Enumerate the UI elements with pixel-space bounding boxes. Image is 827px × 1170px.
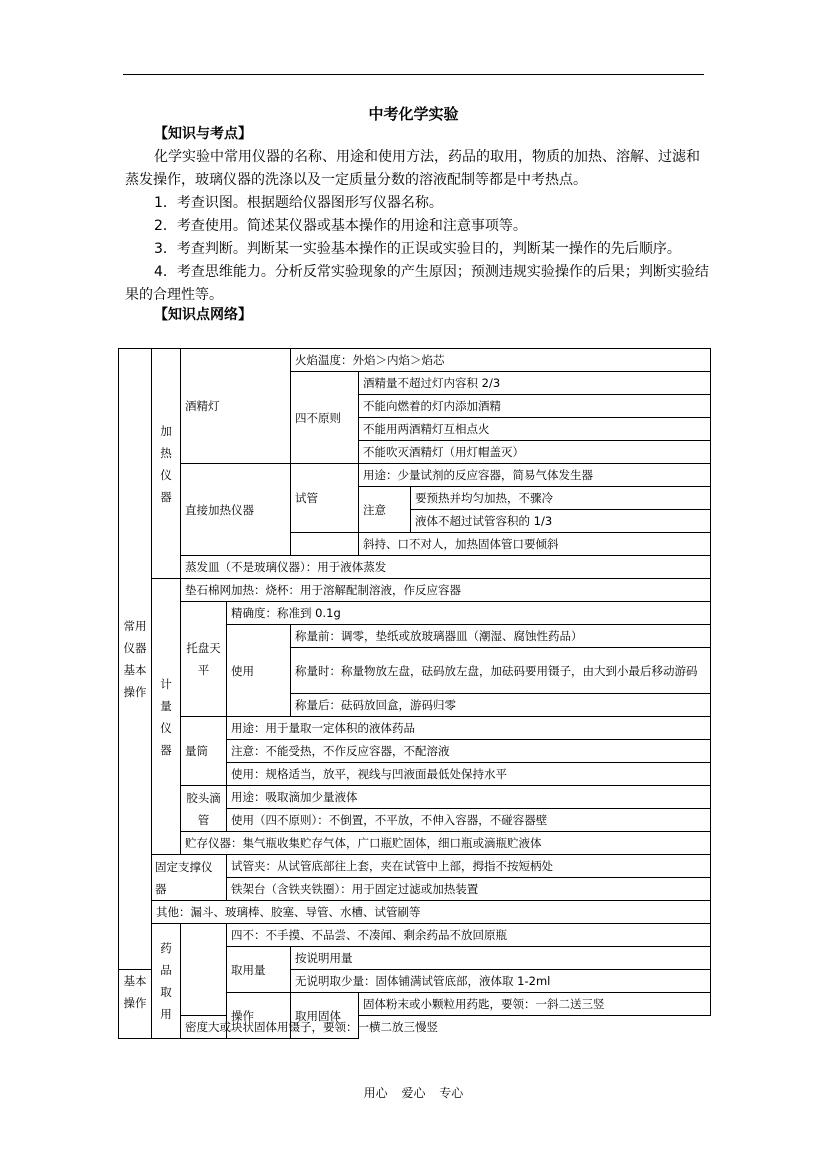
support-instruments-label: 固定支撑仪器 <box>152 855 227 901</box>
drug-spacer <box>181 993 227 1016</box>
attention-1: 要预热并均匀加热，不骤冷 <box>411 487 711 510</box>
drug-taking-label: 药品取用 <box>152 924 181 1039</box>
attention-2: 液体不超过试管容积的 1/3 <box>411 510 711 533</box>
amount-as-instructed: 按说明用量 <box>291 947 711 970</box>
drug-four-no: 四不：不手摸、不品尝、不凑闻、剩余药品不放回原瓶 <box>227 924 711 947</box>
balance-during-weighing: 称量时：称量物放左盘，砝码放左盘，加砝码要用镊子，由大到小最后移动游码 <box>291 648 711 694</box>
other-instruments: 其他：漏斗、玻璃棒、胶塞、导管、水槽、试管刷等 <box>152 901 711 924</box>
operation-label: 操作 <box>227 993 291 1039</box>
attention-spacer <box>291 533 359 556</box>
attention-label: 注意 <box>359 487 411 533</box>
dropper-usage: 使用（四不原则）：不倒置，不平放，不伸入容器，不碰容器壁 <box>227 809 711 832</box>
point-3: 3．考查判断。判断某一实验基本操作的正误或实验目的，判断某一操作的先后顺序。 <box>154 241 681 257</box>
alcohol-lamp-label: 酒精灯 <box>181 349 291 464</box>
point-4: 4．考查思维能力。分析反常实验现象的产生原因；预测违规实验操作的后果；判断实验结果的合理性等。 <box>125 264 709 303</box>
dropper-use: 用途：吸取滴加少量液体 <box>227 786 711 809</box>
balance-precision: 精确度：称准到 0.1g <box>227 602 711 625</box>
test-tube-label: 试管 <box>291 464 359 533</box>
category-basic-ops: 基本操作 <box>119 970 152 1039</box>
solid-taking-label: 取用固体 <box>291 993 359 1039</box>
iron-stand: 铁架台（含铁夹铁圈）：用于固定过滤或加热装置 <box>227 878 711 901</box>
page-title: 中考化学实验 <box>368 105 459 123</box>
amount-minimal: 无说明取少量：固体铺满试管底部，液体取 1-2ml <box>291 970 711 993</box>
balance-before-weighing: 称量前：调零，垫纸或放玻璃器皿（潮湿、腐蚀性药品） <box>291 625 711 648</box>
four-no-principle-label: 四不原则 <box>291 372 359 464</box>
point-2: 2．考查使用。简述某仪器或基本操作的用途和注意事项等。 <box>154 218 527 234</box>
lamp-rule-4: 不能吹灭酒精灯（用灯帽盖灭） <box>359 441 711 464</box>
drug-spacer <box>181 970 227 993</box>
heating-instruments-label: 加热仪器 <box>152 349 181 579</box>
measuring-instruments-label: 计量仪器 <box>152 579 181 855</box>
intro-paragraph: 化学实验中常用仪器的名称、用途和使用方法，药品的取用，物质的加热、溶解、过滤和蒸发操作，玻璃仪器的洗涤以及一定质量分数的溶液配制等都是中考热点。 <box>125 149 700 188</box>
cylinder-attention: 注意：不能受热，不作反应容器，不配溶液 <box>227 740 711 763</box>
balance-after-weighing: 称量后：砝码放回盒，游码归零 <box>291 694 711 717</box>
balance-label: 托盘天平 <box>181 602 227 717</box>
header-rule <box>123 74 704 75</box>
lamp-rule-2: 不能向燃着的灯内添加酒精 <box>359 395 711 418</box>
cylinder-label: 量筒 <box>181 717 227 786</box>
asbestos-net-heating: 垫石棉网加热：烧杯：用于溶解配制溶液，作反应容器 <box>181 579 711 602</box>
section-heading-knowledge: 【知识与考点】 <box>154 126 252 142</box>
test-tube-use: 用途：少量试剂的反应容器，简易气体发生器 <box>359 464 711 487</box>
evaporating-dish: 蒸发皿（不是玻璃仪器）：用于液体蒸发 <box>181 556 711 579</box>
tube-holder: 试管夹：从试管底部往上套，夹在试管中上部，拇指不按短柄处 <box>227 855 711 878</box>
lamp-rule-3: 不能用两酒精灯互相点火 <box>359 418 711 441</box>
page-footer: 用心 爱心 专心 <box>363 1086 464 1100</box>
direct-heating-label: 直接加热仪器 <box>181 464 291 556</box>
lamp-rule-1: 酒精量不超过灯内容积 2/3 <box>359 372 711 395</box>
solid-block-rule: 密度大或块状固体用镊子，要领：一横二放三慢竖 <box>181 1016 287 1039</box>
section-heading-network: 【知识点网络】 <box>154 307 252 323</box>
cylinder-usage: 使用：规格适当，放平，视线与凹液面最低处保持水平 <box>227 763 711 786</box>
drug-spacer <box>181 947 227 970</box>
amount-label: 取用量 <box>227 947 291 993</box>
cylinder-use: 用途：用于量取一定体积的液体药品 <box>227 717 711 740</box>
dropper-label: 胶头滴管 <box>181 786 227 832</box>
flame-temperature: 火焰温度：外焰＞内焰＞焰芯 <box>291 349 711 372</box>
drug-spacer <box>181 924 227 947</box>
storage-instruments: 贮存仪器：集气瓶收集贮存气体，广口瓶贮固体，细口瓶或滴瓶贮液体 <box>181 832 711 855</box>
category-common-ops: 常用仪器基本操作 <box>119 349 152 970</box>
knowledge-table <box>118 348 711 1039</box>
balance-use-label: 使用 <box>227 625 291 717</box>
point-1: 1．考查识图。根据题给仪器图形写仪器名称。 <box>154 195 443 211</box>
solid-powder-rule: 固体粉末或小颗粒用药匙，要领：一斜二送三竖 <box>359 993 711 1016</box>
attention-3: 斜持、口不对人，加热固体管口要倾斜 <box>359 533 711 556</box>
